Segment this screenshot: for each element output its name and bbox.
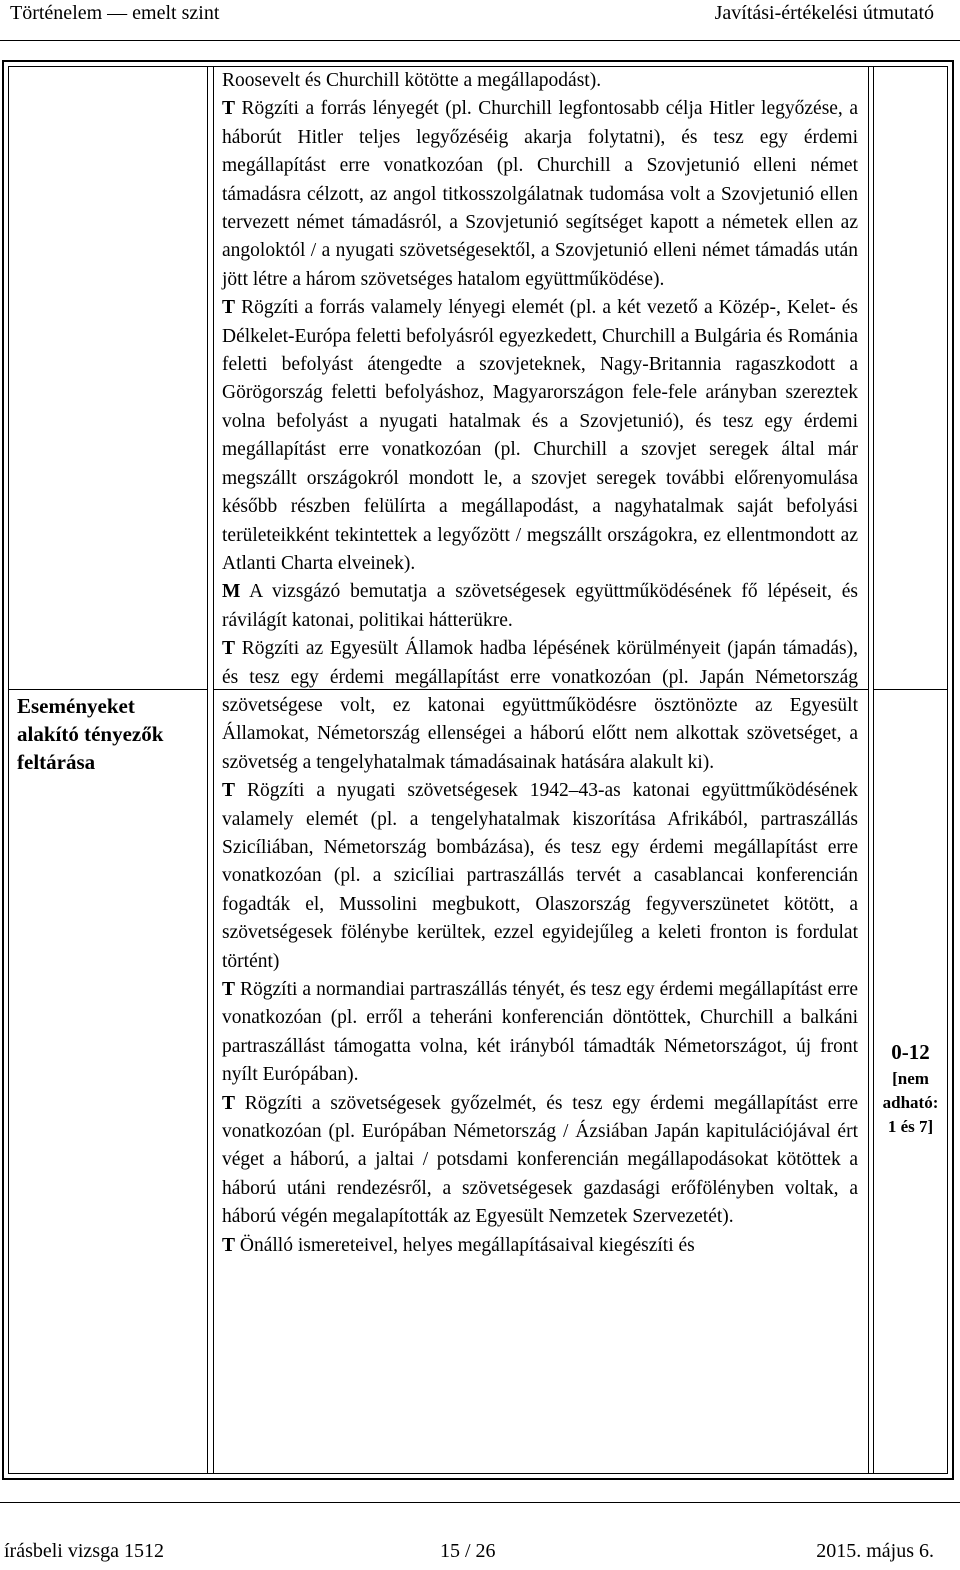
- page-header: [0, 0, 960, 40]
- paragraph: T Rögzíti a szövetségesek győzelmét, és tesz egy érdemi megállapítást erre vonatkozóan (pl. Európában Németország / Ázsiában Japán kapitulációjával ért véget a háború, a jaltai / potsdami konferencián megállapodásokat kötöttek a háború utáni rendezésről, a szövetségesek gazdasági erőfölényben voltak, a háború végén megalapították az Egyesült Nemzetek Szervezetét).: [222, 1092, 858, 1228]
- assessment-table-inner: [8, 66, 948, 1474]
- footer-page-number: 15 / 26: [440, 1540, 496, 1562]
- description-text: [222, 67, 858, 1260]
- criteria-divider: [9, 689, 207, 690]
- assessment-table: [2, 60, 954, 1480]
- criteria-column: [9, 67, 208, 1473]
- points-cell: [874, 1037, 947, 1139]
- footer-rule: [0, 1502, 960, 1503]
- paragraph: T Rögzíti a nyugati szövetségesek 1942–43-as katonai együttműködésének valamely elemét (pl. a tengelyhatalmak kiszorítása Afrikából, partraszállás Szicíliában, Németország bombázása), és tesz egy érdemi megállapítást erre vonatkozóan (pl. a szicíliai partraszállás tervét a casablancai konferencián fogadták el, Mussolini megbukott, Olaszország fegyverszünetet kötött, a szövetségesek fölénybe kerültek, ezzel egyidejűleg a keleti fronton is fordulat történt): [222, 780, 858, 972]
- criteria-label: Eseményeket alakító tényezők feltárása: [17, 694, 164, 774]
- points-divider: [874, 689, 947, 690]
- paragraph: T Rögzíti az Egyesült Államok hadba lépésének körülményeit (japán támadás), és tesz egy érdemi megállapítást erre vonatkozóan (pl. Japán Németország szövetségese volt, ez katonai együttműködésre ösztönözte az Egyesült Államokat, Németország ellenségei a háború előtt nem alkottak szövetséget, a szövetség a tengelyhatalmak támadásainak hatására alakult ki).: [222, 638, 858, 773]
- paragraph: T Rögzíti a forrás lényegét (pl. Churchill legfontosabb célja Hitler legyőzése, a háborút Hitler teljes legyőzéséig akarja folytatni), és tesz egy érdemi megállapítást erre vonatkozóan (pl. Churchill a Szovjetunió elleni német támadásra célzott, az angol titkosszolgálatnak tudomása volt a Szovjetunió ellen tervezett német támadásról, a Szovjetunió segítséget kapott a németek ellen az angoloktól / a nyugati szövetségesektől, a Szovjetunió elleni német támadás után jött létre a három szövetséges hatalom együttműködése).: [222, 98, 858, 290]
- paragraph: M A vizsgázó bemutatja a szövetségesek együttműködésének fő lépéseit, és rávilágít katonai, politikai hátterükre.: [222, 581, 858, 631]
- points-range: 0-12: [891, 1040, 930, 1064]
- points-note-1: [nem: [892, 1069, 929, 1088]
- points-note-2: adható:: [882, 1093, 939, 1112]
- header-rule: [0, 40, 960, 41]
- header-doc-type: Javítási-értékelési útmutató: [714, 2, 934, 24]
- points-note-3: 1 és 7]: [887, 1117, 934, 1136]
- header-subject: Történelem — emelt szint: [10, 2, 220, 24]
- paragraph: T Önálló ismereteivel, helyes megállapításaival kiegészíti és: [222, 1234, 695, 1256]
- footer-date: 2015. május 6.: [816, 1540, 934, 1562]
- points-column: [873, 67, 947, 1473]
- paragraph: T Rögzíti a forrás valamely lényegi elemét (pl. a két vezető a Közép-, Kelet- és Délkelet-Európa feletti befolyásról egyezkedett, Churchill a Bulgária és Románia feletti befolyást átengedte a szovjeteknek, Nagy-Britannia ragaszkodott a Görögország feletti befolyáshoz, Magyarországon fele-fele arányban szereztek volna befolyást a nyugati hatalmak és a Szovjetunió), és tesz egy érdemi megállapítást erre vonatkozóan (pl. Churchill a szovjet seregek által már megszállt országokról mondott le, a szovjet seregek további előrenyomulása később részben felülírta a megállapodást, a nagyhatalmak saját befolyási területeikként tekintettek a legyőzött / megszállt országokra, ez ellentmondott az Atlanti Charta elveinek).: [222, 297, 858, 574]
- paragraph: T Rögzíti a normandiai partraszállás tényét, és tesz egy érdemi megállapítást erre vonatkozóan (pl. erről a teheráni konferencián döntöttek, Churchill a balkáni partraszállást támogatta volna, két irányból támadták Németországot, új front nyílt Európában).: [222, 979, 858, 1086]
- description-column: [213, 67, 869, 1473]
- footer-exam-code: írásbeli vizsga 1512: [4, 1540, 164, 1562]
- paragraph: Roosevelt és Churchill kötötte a megállapodást).: [222, 70, 602, 91]
